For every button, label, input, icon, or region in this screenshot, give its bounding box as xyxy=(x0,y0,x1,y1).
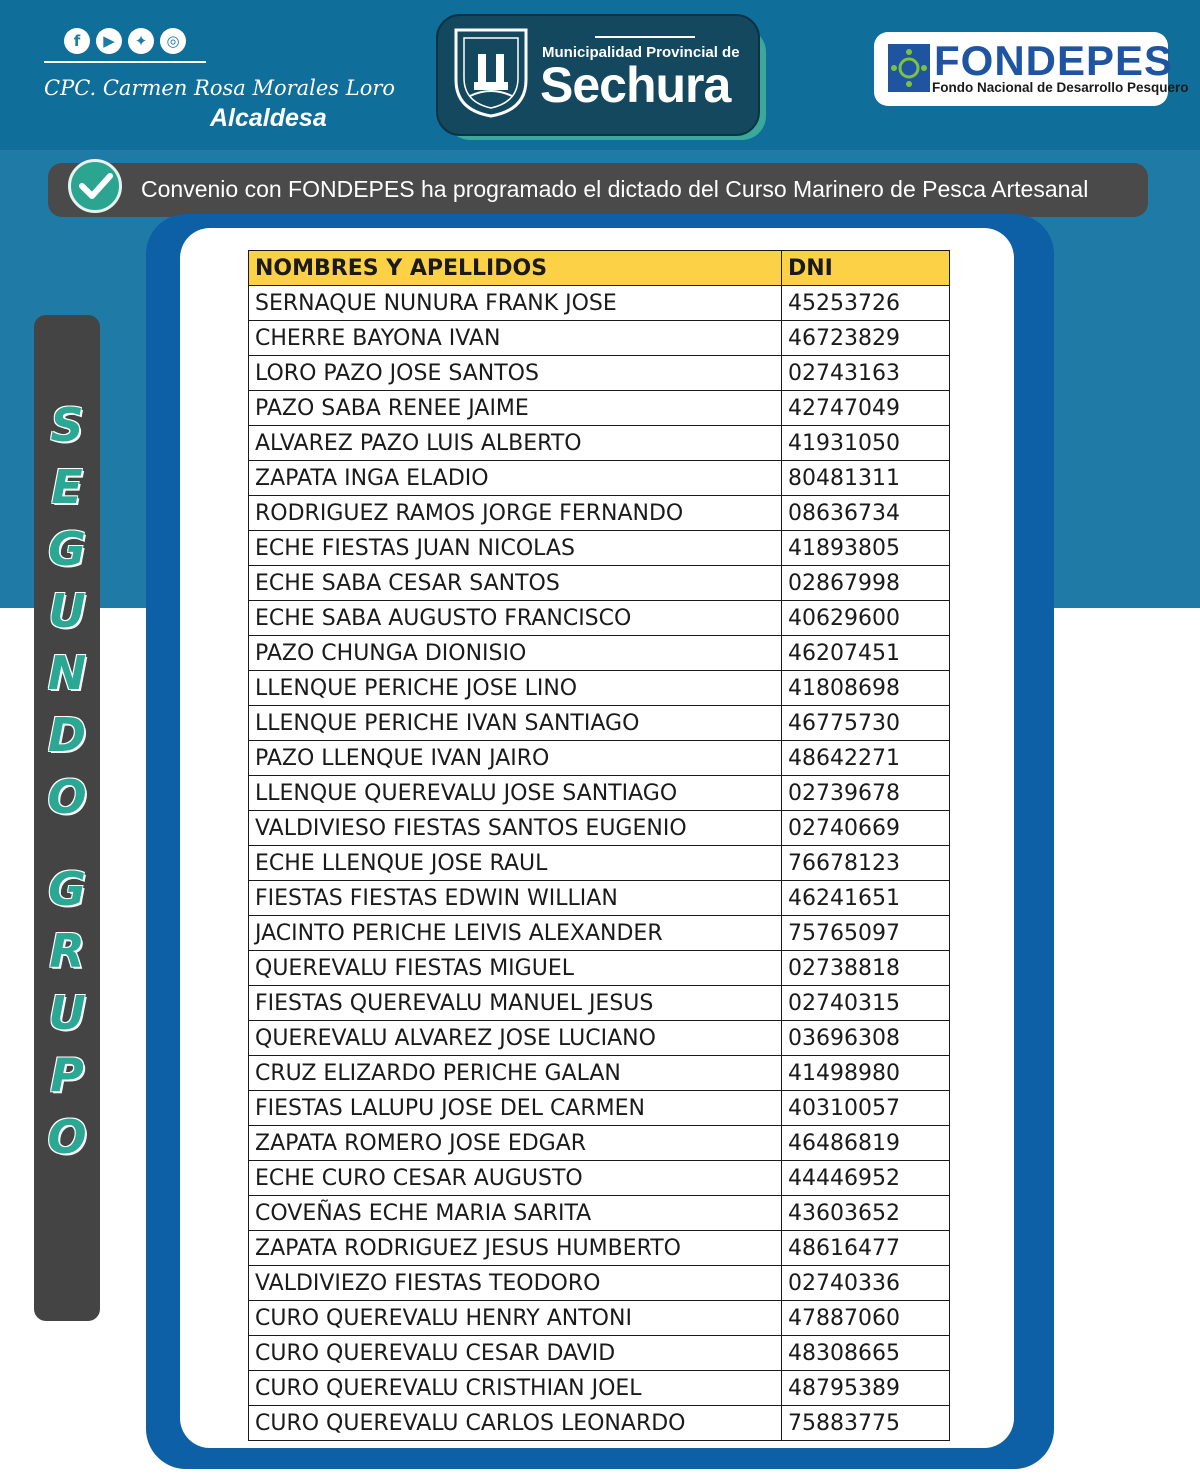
participant-dni: 48642271 xyxy=(782,741,950,776)
participant-dni: 44446952 xyxy=(782,1161,950,1196)
participant-name: ECHE SABA CESAR SANTOS xyxy=(249,566,782,601)
participant-name: ZAPATA RODRIGUEZ JESUS HUMBERTO xyxy=(249,1231,782,1266)
table-row xyxy=(249,671,950,706)
fondepes-mark-icon xyxy=(888,44,930,92)
participant-dni: 75765097 xyxy=(782,916,950,951)
participant-dni: 02740315 xyxy=(782,986,950,1021)
participant-dni: 41893805 xyxy=(782,531,950,566)
facebook-icon[interactable]: f xyxy=(64,28,90,54)
participant-name: QUEREVALU ALVAREZ JOSE LUCIANO xyxy=(249,1021,782,1056)
participant-name: ECHE LLENQUE JOSE RAUL xyxy=(249,846,782,881)
participant-dni: 02738818 xyxy=(782,951,950,986)
instagram-icon[interactable]: ◎ xyxy=(160,28,186,54)
side-label-letter: D xyxy=(47,708,87,762)
participant-dni: 46775730 xyxy=(782,706,950,741)
twitter-icon[interactable]: ✦ xyxy=(128,28,154,54)
table-row xyxy=(249,426,950,461)
logo-title: Sechura xyxy=(540,57,731,113)
side-label-letter: S xyxy=(50,398,84,452)
participant-dni: 46723829 xyxy=(782,321,950,356)
side-label-letter: N xyxy=(47,646,87,700)
participant-name: CURO QUEREVALU CARLOS LEONARDO xyxy=(249,1406,782,1441)
table-row xyxy=(249,321,950,356)
participant-dni: 48308665 xyxy=(782,1336,950,1371)
side-label-letter: O xyxy=(47,770,87,824)
participant-name: ECHE CURO CESAR AUGUSTO xyxy=(249,1161,782,1196)
table-row xyxy=(249,1266,950,1301)
participant-name: PAZO CHUNGA DIONISIO xyxy=(249,636,782,671)
table-row xyxy=(249,1091,950,1126)
side-label-letter: R xyxy=(49,924,85,978)
participant-dni: 75883775 xyxy=(782,1406,950,1441)
table-row xyxy=(249,1231,950,1266)
table-row xyxy=(249,1406,950,1441)
table-row xyxy=(249,601,950,636)
table-row xyxy=(249,356,950,391)
participant-name: FIESTAS LALUPU JOSE DEL CARMEN xyxy=(249,1091,782,1126)
participant-dni: 03696308 xyxy=(782,1021,950,1056)
youtube-icon[interactable]: ▶ xyxy=(96,28,122,54)
table-row xyxy=(249,636,950,671)
table-row xyxy=(249,1021,950,1056)
participant-dni: 02743163 xyxy=(782,356,950,391)
participant-dni: 46207451 xyxy=(782,636,950,671)
table-row xyxy=(249,846,950,881)
participant-dni: 02740336 xyxy=(782,1266,950,1301)
participant-dni: 08636734 xyxy=(782,496,950,531)
participant-dni: 02867998 xyxy=(782,566,950,601)
participant-dni: 43603652 xyxy=(782,1196,950,1231)
participant-name: CRUZ ELIZARDO PERICHE GALAN xyxy=(249,1056,782,1091)
table-row xyxy=(249,776,950,811)
participant-dni: 02740669 xyxy=(782,811,950,846)
table-row xyxy=(249,286,950,321)
table-row xyxy=(249,1371,950,1406)
participant-dni: 42747049 xyxy=(782,391,950,426)
table-row xyxy=(249,1196,950,1231)
participant-dni: 40310057 xyxy=(782,1091,950,1126)
participant-dni: 41498980 xyxy=(782,1056,950,1091)
table-row xyxy=(249,741,950,776)
participant-dni: 41931050 xyxy=(782,426,950,461)
table-row xyxy=(249,461,950,496)
side-label-letter: U xyxy=(48,986,86,1040)
crest-icon xyxy=(452,26,530,118)
table-row xyxy=(249,811,950,846)
table-row xyxy=(249,881,950,916)
participant-dni: 46486819 xyxy=(782,1126,950,1161)
table-row xyxy=(249,1336,950,1371)
participant-name: ZAPATA ROMERO JOSE EDGAR xyxy=(249,1126,782,1161)
table-row xyxy=(249,531,950,566)
participant-name: PAZO LLENQUE IVAN JAIRO xyxy=(249,741,782,776)
table-row xyxy=(249,951,950,986)
participant-dni: 45253726 xyxy=(782,286,950,321)
table-row xyxy=(249,1056,950,1091)
participant-name: CURO QUEREVALU CESAR DAVID xyxy=(249,1336,782,1371)
participant-dni: 41808698 xyxy=(782,671,950,706)
logo-rule xyxy=(595,36,695,38)
column-header-name: NOMBRES Y APELLIDOS xyxy=(249,251,782,286)
participant-dni: 47887060 xyxy=(782,1301,950,1336)
participant-name: RODRIGUEZ RAMOS JORGE FERNANDO xyxy=(249,496,782,531)
participant-name: VALDIVIEZO FIESTAS TEODORO xyxy=(249,1266,782,1301)
banner-text: Convenio con FONDEPES ha programado el dictado del Curso Marinero de Pesca Artesanal xyxy=(141,176,1089,202)
mayor-name: CPC. Carmen Rosa Morales Loro xyxy=(44,76,396,100)
side-label-letter: P xyxy=(50,1048,84,1102)
participant-name: PAZO SABA RENEE JAIME xyxy=(249,391,782,426)
fondepes-title: FONDEPES xyxy=(934,37,1174,84)
side-label-letter: O xyxy=(47,1110,87,1164)
participant-name: ECHE FIESTAS JUAN NICOLAS xyxy=(249,531,782,566)
column-header-dni: DNI xyxy=(782,251,950,286)
participant-name: LLENQUE PERICHE IVAN SANTIAGO xyxy=(249,706,782,741)
check-icon xyxy=(68,159,122,213)
participant-name: LORO PAZO JOSE SANTOS xyxy=(249,356,782,391)
table-row xyxy=(249,1161,950,1196)
participant-name: QUEREVALU FIESTAS MIGUEL xyxy=(249,951,782,986)
mayor-title: Alcaldesa xyxy=(210,104,327,132)
fondepes-subtitle: Fondo Nacional de Desarrollo Pesquero xyxy=(932,80,1189,95)
participant-name: LLENQUE QUEREVALU JOSE SANTIAGO xyxy=(249,776,782,811)
participant-name: CHERRE BAYONA IVAN xyxy=(249,321,782,356)
participant-name: FIESTAS QUEREVALU MANUEL JESUS xyxy=(249,986,782,1021)
participant-dni: 76678123 xyxy=(782,846,950,881)
participant-name: ZAPATA INGA ELADIO xyxy=(249,461,782,496)
participant-name: ECHE SABA AUGUSTO FRANCISCO xyxy=(249,601,782,636)
participant-dni: 48616477 xyxy=(782,1231,950,1266)
side-label-letter: U xyxy=(48,584,86,638)
participant-name: CURO QUEREVALU HENRY ANTONI xyxy=(249,1301,782,1336)
participant-name: CURO QUEREVALU CRISTHIAN JOEL xyxy=(249,1371,782,1406)
participant-name: VALDIVIESO FIESTAS SANTOS EUGENIO xyxy=(249,811,782,846)
table-row xyxy=(249,1301,950,1336)
table-row xyxy=(249,566,950,601)
participant-name: JACINTO PERICHE LEIVIS ALEXANDER xyxy=(249,916,782,951)
side-label-letter: G xyxy=(48,862,86,916)
table-row xyxy=(249,1126,950,1161)
table-row xyxy=(249,496,950,531)
table-row xyxy=(249,986,950,1021)
participant-dni: 46241651 xyxy=(782,881,950,916)
table-header-row xyxy=(249,251,950,286)
side-label-letter: E xyxy=(51,460,83,514)
logo-subtitle: Municipalidad Provincial de xyxy=(542,44,740,61)
side-label-letter: G xyxy=(48,522,86,576)
participant-table xyxy=(248,250,950,1441)
table-row xyxy=(249,916,950,951)
divider xyxy=(44,61,206,63)
social-icons xyxy=(64,28,186,54)
participant-name: FIESTAS FIESTAS EDWIN WILLIAN xyxy=(249,881,782,916)
participant-dni: 02739678 xyxy=(782,776,950,811)
participant-name: LLENQUE PERICHE JOSE LINO xyxy=(249,671,782,706)
participant-name: COVEÑAS ECHE MARIA SARITA xyxy=(249,1196,782,1231)
participant-dni: 48795389 xyxy=(782,1371,950,1406)
participant-dni: 80481311 xyxy=(782,461,950,496)
table-row xyxy=(249,706,950,741)
participant-name: SERNAQUE NUNURA FRANK JOSE xyxy=(249,286,782,321)
table-row xyxy=(249,391,950,426)
participant-name: ALVAREZ PAZO LUIS ALBERTO xyxy=(249,426,782,461)
participant-dni: 40629600 xyxy=(782,601,950,636)
